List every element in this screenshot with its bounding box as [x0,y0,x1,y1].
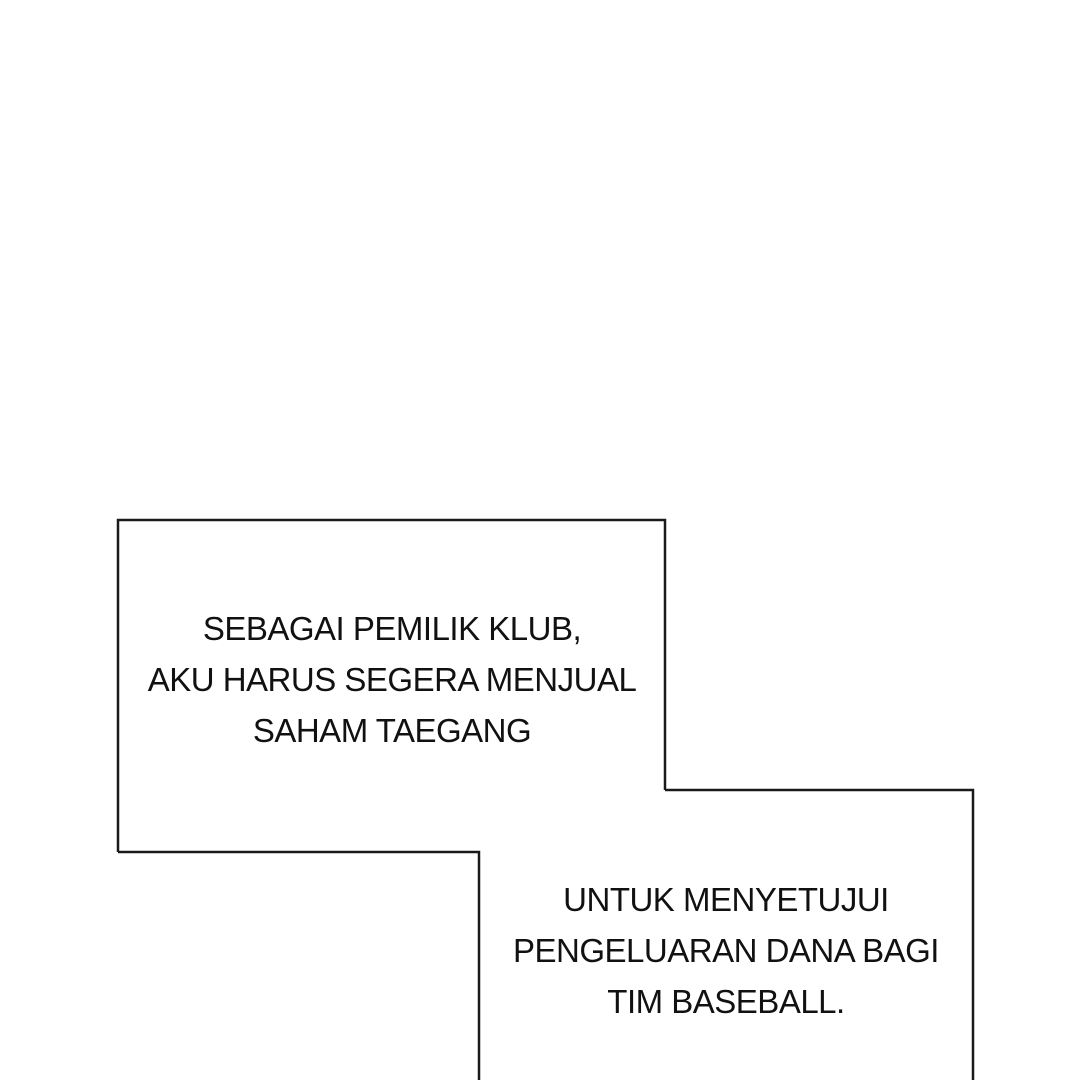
caption-text-1 [120,603,664,756]
caption-2-line-3: TIM BASEBALL. [607,983,845,1020]
caption-1-line-2: AKU HARUS SEGERA MENJUAL [147,661,637,698]
caption-box-2-border [118,852,479,1080]
caption-2-line-2: PENGELUARAN DANA BAGI [513,932,939,969]
caption-text-2 [481,874,971,1027]
caption-1-line-3: SAHAM TAEGANG [252,712,532,749]
caption-1-line-1: SEBAGAI PEMILIK KLUB, [202,610,582,647]
caption-2-line-1: UNTUK MENYETUJUI [563,881,889,918]
